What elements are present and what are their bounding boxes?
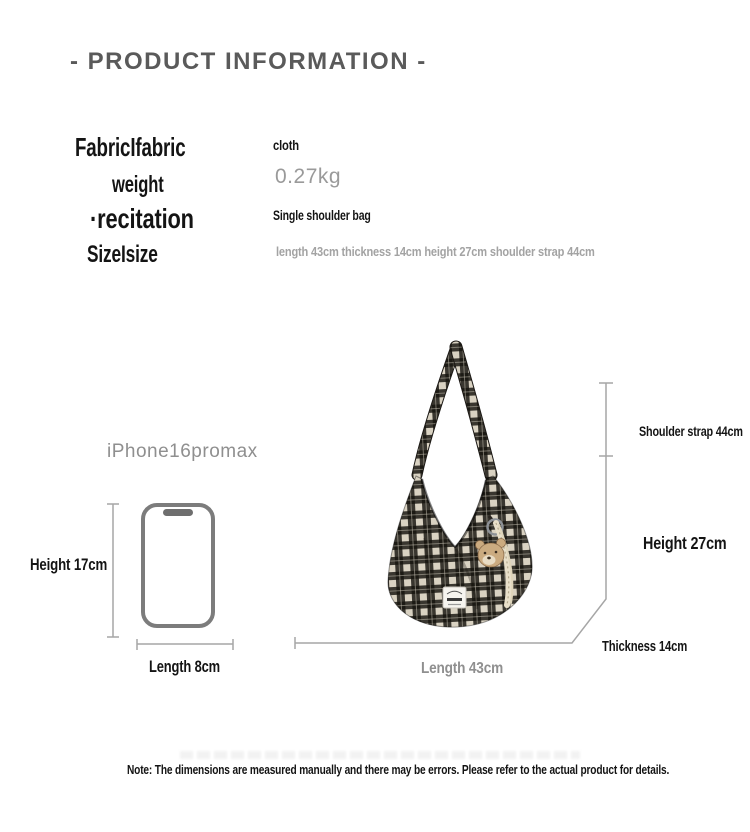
page-title: - PRODUCT INFORMATION - bbox=[70, 48, 427, 75]
bag-length-label: Length 43cm bbox=[421, 660, 504, 677]
bag-height-label: Height 27cm bbox=[643, 533, 727, 553]
faint-watermark bbox=[180, 751, 580, 759]
phone-height-label: Height 17cm bbox=[30, 555, 108, 574]
phone-notch bbox=[163, 509, 193, 516]
spec-value-size: length 43cm thickness 14cm height 27cm shoulder strap 44cm bbox=[276, 244, 595, 259]
bag-strap bbox=[417, 347, 491, 475]
spec-label-fabric: FabricIfabric bbox=[75, 132, 186, 162]
shoulder-strap-label: Shoulder strap 44cm bbox=[639, 424, 743, 439]
brand-label bbox=[443, 587, 466, 608]
bag-thickness-label: Thickness 14cm bbox=[602, 639, 688, 655]
bag-photo bbox=[368, 333, 548, 653]
phone-model-label: iPhone16promax bbox=[107, 441, 258, 462]
spec-label-category: ·recitation bbox=[90, 203, 194, 234]
note-text: Note: The dimensions are measured manually and there may be errors. Please refer to the actual product for details. bbox=[127, 762, 670, 777]
phone-length-line bbox=[137, 639, 233, 650]
spec-value-category: Single shoulder bag bbox=[273, 208, 371, 223]
phone-outline bbox=[141, 503, 215, 628]
phone-length-label: Length 8cm bbox=[149, 657, 220, 676]
spec-value-fabric: cloth bbox=[273, 137, 299, 153]
spec-label-weight: weight bbox=[112, 171, 164, 197]
spec-value-weight: 0.27kg bbox=[275, 165, 342, 188]
phone-height-line bbox=[107, 504, 119, 637]
spec-label-size: SizeIsize bbox=[87, 241, 158, 268]
